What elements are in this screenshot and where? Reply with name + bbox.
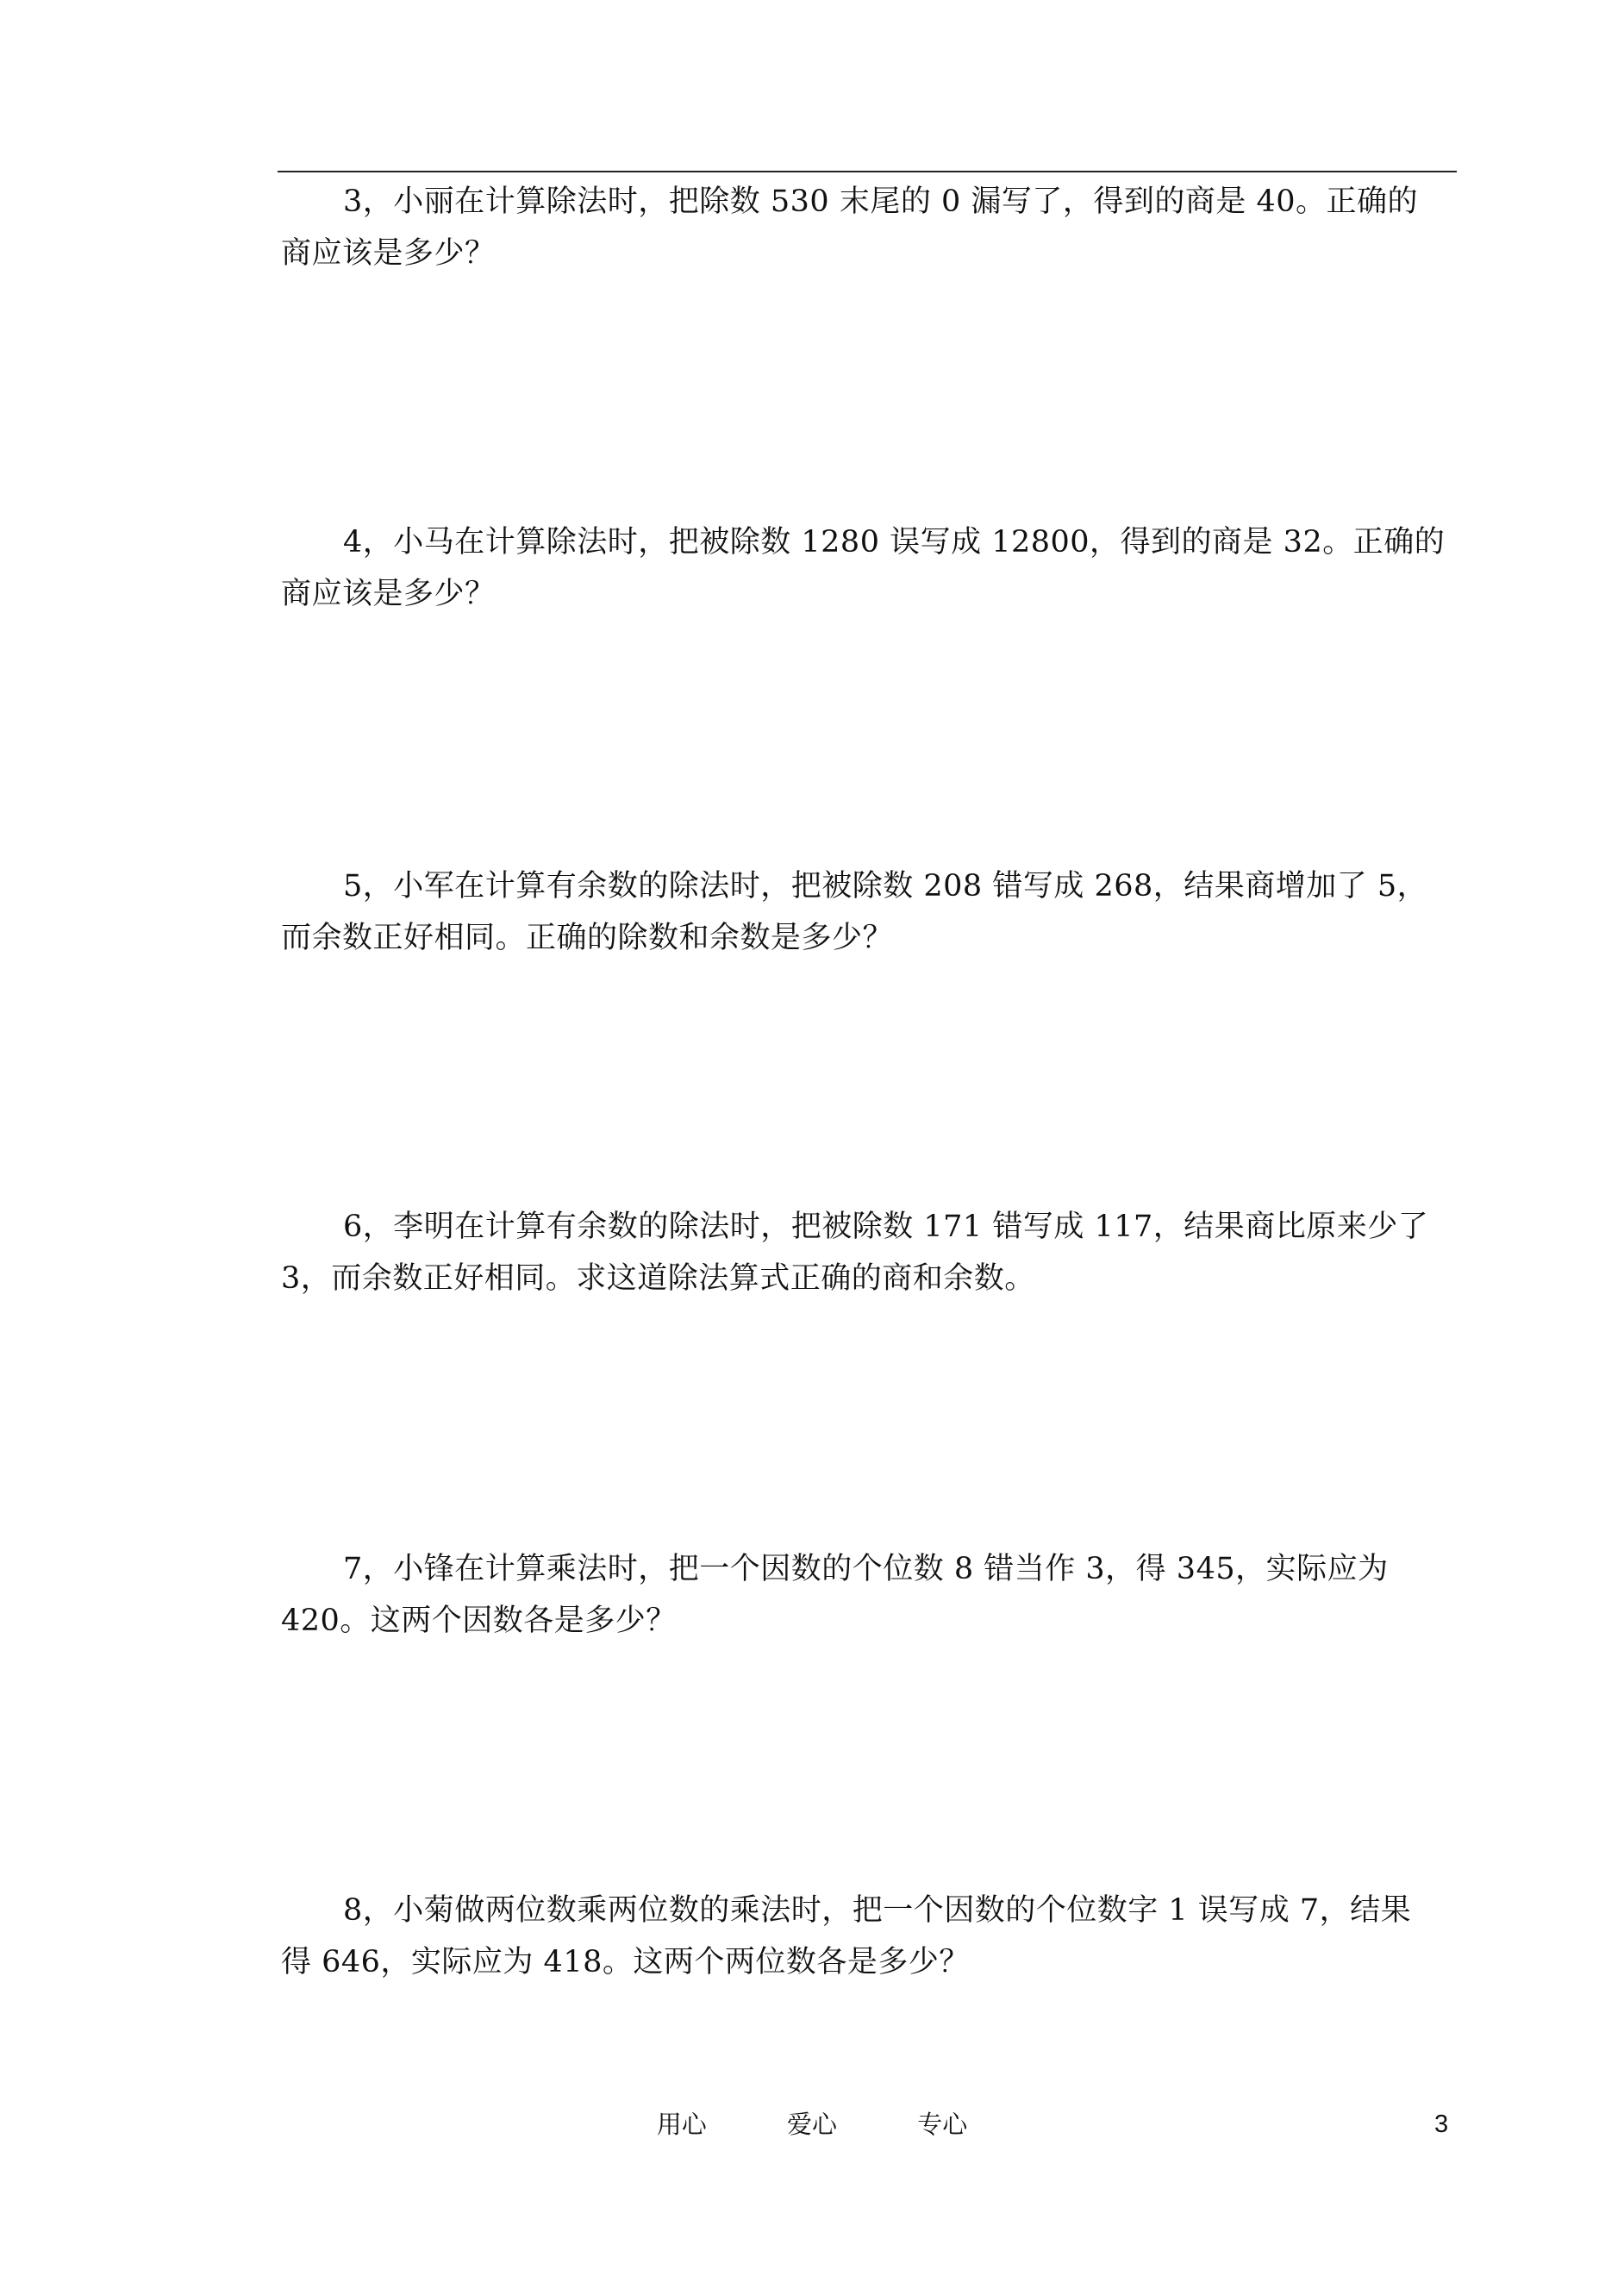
question-text-line: 得 646，实际应为 418。这两个两位数各是多少？ [281,1945,970,1979]
question-text-line: 4，小马在计算除法时，把被除数 1280 误写成 12800，得到的商是 32。正确的 [343,525,1446,560]
question-text-line: 5，小军在计算有余数的除法时，把被除数 208 错写成 268，结果商增加了 5， [343,869,1428,904]
question-5 [281,860,1453,964]
question-6 [281,1201,1453,1304]
question-4 [281,516,1453,620]
question-text-line: 商应该是多少？ [281,577,496,611]
question-text-line: 420。这两个因数各是多少？ [281,1604,677,1638]
footer-motto-word: 专心 [917,2110,968,2139]
page-number: 3 [1434,2111,1449,2138]
question-8 [281,1885,1453,1988]
header-rule [278,171,1457,172]
question-text-line: 7，小锋在计算乘法时，把一个因数的个位数 8 错当作 3，得 345，实际应为 [343,1552,1389,1586]
footer-motto-word: 爱心 [786,2110,837,2139]
question-7 [281,1543,1453,1647]
question-3 [281,176,1453,279]
question-text-line: 3，而余数正好相同。求这道除法算式正确的商和余数。 [281,1261,1035,1296]
question-text-line: 8，小菊做两位数乘两位数的乘法时，把一个因数的个位数字 1 误写成 7，结果 [343,1893,1412,1928]
question-text-line: 3，小丽在计算除法时，把除数 530 末尾的 0 漏写了，得到的商是 40。正确的 [343,184,1419,219]
question-text-line: 而余数正好相同。正确的除数和余数是多少？ [281,921,894,955]
question-text-line: 6，李明在计算有余数的除法时，把被除数 171 错写成 117，结果商比原来少了 [343,1210,1429,1244]
question-text-line: 商应该是多少？ [281,236,496,271]
footer-motto [0,2107,1624,2142]
footer-motto-word: 用心 [656,2110,707,2139]
